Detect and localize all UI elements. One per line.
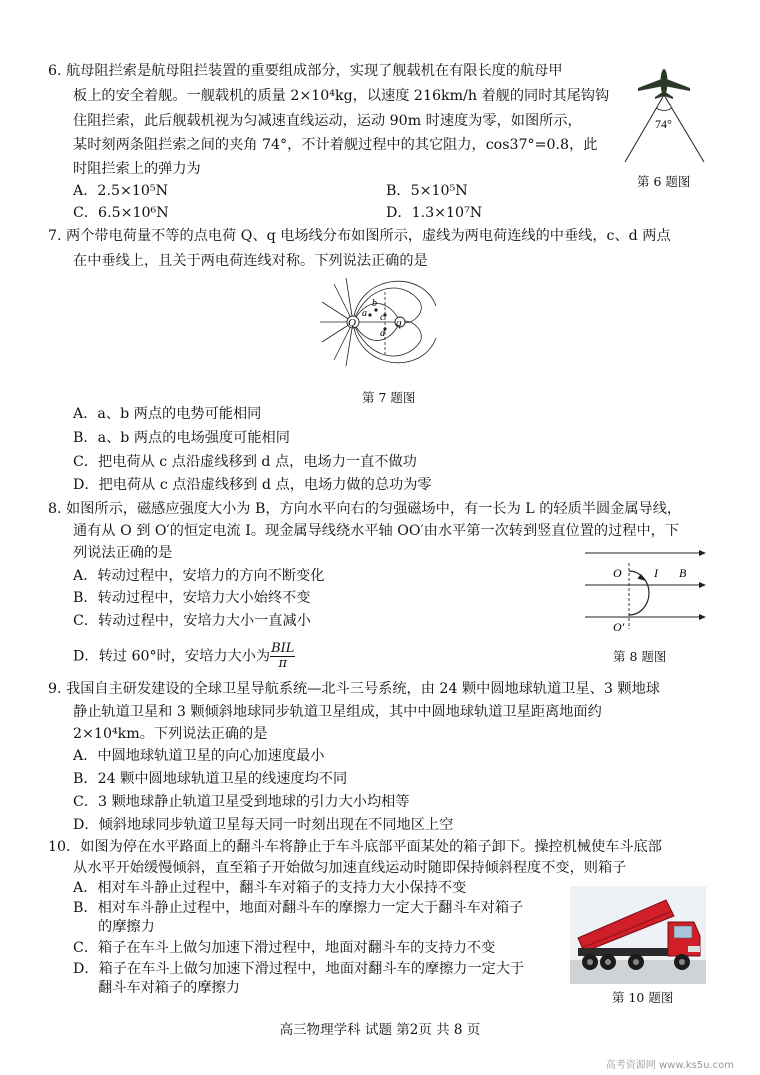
q7-option-c: C．把电荷从 c 点沿虚线移到 d 点，电场力一直不做功 (73, 454, 417, 470)
q9-option-a: A．中圆地球轨道卫星的向心加速度最小 (73, 748, 325, 764)
q6-figure (620, 62, 716, 170)
q8-figure (583, 543, 715, 643)
q9-option-b: B．24 颗中圆地球轨道卫星的线速度均不同 (73, 771, 348, 787)
q8-option-d-text: D．转过 60°时，安培力大小为 (73, 648, 271, 665)
q10-option-b-line1: B．相对车斗静止过程中，地面对翻斗车的摩擦力一定大于翻斗车对箱子 (73, 900, 524, 916)
q6-option-a: A．2.5×10⁵N (73, 183, 169, 199)
q8-option-c: C．转动过程中，安培力大小一直减小 (73, 613, 311, 629)
fraction-denominator: π (278, 656, 288, 671)
q8-option-b: B．转动过程中，安培力大小始终不变 (73, 590, 311, 606)
q6-caption: 第 6 题图 (637, 174, 691, 189)
q8-fraction (270, 642, 295, 671)
page-footer: 高三物理学科 试题 第2页 共 8 页 (279, 1022, 481, 1038)
label-B: B (679, 566, 687, 580)
q9-option-d: D．倾斜地球同步轨道卫星每天同一时刻出现在不同地区上空 (73, 817, 454, 833)
q6-option-c: C．6.5×10⁶N (73, 205, 169, 221)
dump-truck-figure (570, 886, 706, 984)
q9-line3: 2×10⁴km。下列说法正确的是 (73, 726, 268, 742)
q7-caption: 第 7 题图 (362, 390, 416, 405)
q8-line3: 列说法正确的是 (73, 545, 173, 561)
q10-option-d-line1: D．箱子在车斗上做匀加速下滑过程中，地面对翻斗车的摩擦力一定大于 (73, 961, 525, 977)
airplane-icon (638, 69, 690, 99)
q7-line1: 7. 两个带电荷量不等的点电荷 Q、q 电场线分布如图所示，虚线为两电荷连线的中垂线，c、d 两点 (48, 228, 671, 244)
label-b: b (372, 298, 377, 309)
q8-line1: 8. 如图所示，磁感应强度大小为 B，方向水平向右的匀强磁场中，有一长为 L 的轻质半圆金属导线， (48, 501, 682, 517)
semicircle-wire (629, 571, 649, 615)
q7-option-a: A．a、b 两点的电势可能相同 (73, 406, 262, 422)
label-d: d (380, 328, 385, 339)
q7-line2: 在中垂线上，且关于两电荷连线对称。下列说法正确的是 (73, 253, 428, 269)
label-c: c (380, 312, 385, 323)
q10-line1: 10．如图为停在水平路面上的翻斗车将静止于车斗底部平面某处的箱子卸下。操控机械使车斗底部 (48, 839, 662, 855)
label-q: q (396, 317, 402, 329)
label-Q: Q (348, 317, 356, 329)
q10-caption: 第 10 题图 (612, 990, 674, 1005)
q6-option-b: B．5×10⁵N (386, 183, 468, 199)
q9-line2: 静止轨道卫星和 3 颗倾斜地球同步轨道卫星组成，其中中圆地球轨道卫星距离地面约 (73, 704, 602, 720)
label-a: a (362, 308, 367, 319)
label-O-prime: O′ (613, 620, 625, 634)
fraction-numerator: BIL (271, 641, 295, 656)
q6-line2: 板上的安全着舰。一舰载机的质量 2×10⁴kg，以速度 216km/h 着舰的同时其尾钩钩 (73, 88, 610, 104)
q6-line1: 6. 航母阻拦索是航母阻拦装置的重要组成部分，实现了舰载机在有限长度的航母甲 (48, 63, 563, 79)
angle-arc (656, 108, 672, 111)
q8-option-a: A．转动过程中，安培力的方向不断变化 (73, 568, 325, 584)
q10-line2: 从水平开始缓慢倾斜，直至箱子开始做匀加速直线运动时随即保持倾斜程度不变，则箱子 (73, 860, 627, 876)
q6-option-d: D．1.3×10⁷N (386, 205, 483, 221)
q10-option-b-line2: 的摩擦力 (98, 919, 155, 935)
q8-caption: 第 8 题图 (613, 649, 667, 664)
q9-line1: 9. 我国自主研发建设的全球卫星导航系统—北斗三号系统，由 24 颗中圆地球轨道卫星、3 颗地球 (48, 681, 660, 697)
q7-option-d: D．把电荷从 c 点沿虚线移到 d 点，电场力做的总功为零 (73, 477, 432, 493)
q7-field-figure (310, 272, 450, 382)
q6-line3: 住阻拦索，此后舰载机视为匀减速直线运动，运动 90m 时速度为零，如图所示， (73, 113, 582, 129)
q6-angle-label: 74° (655, 117, 672, 131)
q6-line4: 某时刻两条阻拦索之间的夹角 74°，不计着舰过程中的其它阻力，cos37°=0.8，此 (73, 137, 598, 153)
label-O: O (613, 566, 622, 580)
q8-line2: 通有从 O 到 O′的恒定电流 I。现金属导线绕水平轴 OO′由水平第一次转到竖直位置的过程中，下 (73, 523, 680, 539)
q10-option-c: C．箱子在车斗上做匀加速下滑过程中，地面对翻斗车的支持力不变 (73, 940, 496, 956)
q9-option-c: C．3 颗地球静止轨道卫星受到地球的引力大小均相等 (73, 794, 410, 810)
q10-option-a: A．相对车斗静止过程中，翻斗车对箱子的支持力大小保持不变 (73, 880, 467, 896)
q6-line5: 时阻拦索上的弹力为 (73, 161, 201, 177)
q8-option-d (73, 642, 295, 671)
watermark: 高考资源网 www.ks5u.com (605, 1060, 734, 1071)
label-I: I (654, 566, 658, 580)
q10-option-d-line2: 翻斗车对箱子的摩擦力 (98, 980, 240, 996)
q7-option-b: B．a、b 两点的电场强度可能相同 (73, 430, 290, 446)
